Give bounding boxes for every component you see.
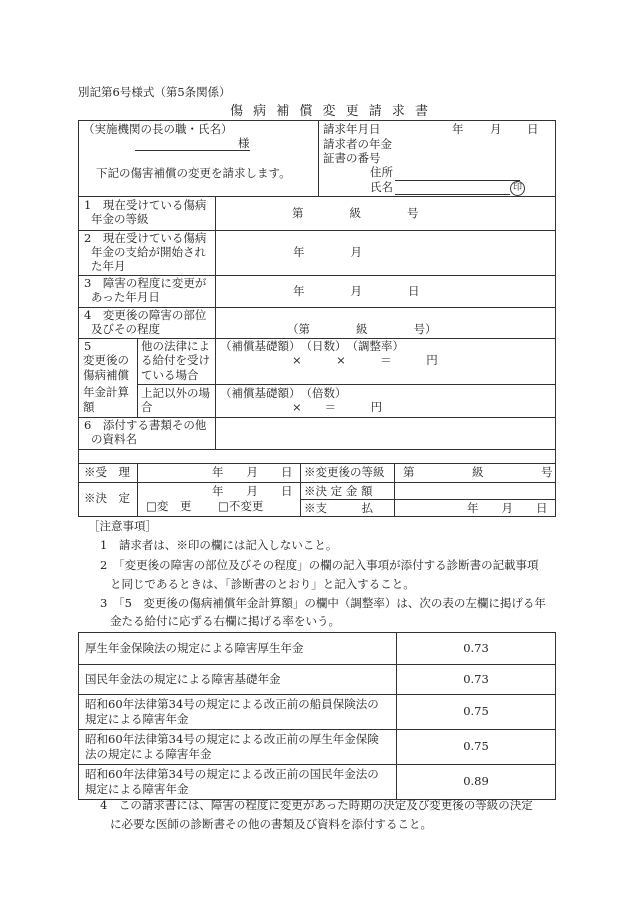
row5-label-4: 年金計算 — [83, 385, 129, 399]
rates-row — [79, 764, 556, 799]
rates-pension: 昭和60年法律第34号の規定による改正前の船員保険法の規定による障害年金 — [79, 695, 397, 730]
note-3b: 金たる給付に応ずる右欄に掲げる率をいう。 — [110, 614, 340, 628]
rates-pension: 厚生年金保険法の規定による障害厚生年金 — [79, 633, 397, 665]
row2-value[interactable]: 年 月 — [293, 245, 362, 259]
receipt-label: ※受 理 — [84, 465, 130, 479]
decision-label: ※決 定 — [84, 491, 130, 505]
row2-label-2: 年金の支給が開始され — [91, 245, 206, 259]
institution-underline — [135, 150, 250, 151]
note-1: 1 請求者は、※印の欄には記入しないこと。 — [100, 538, 338, 552]
row5b-formula-header: （補償基礎額） （倍数） — [220, 386, 347, 400]
note-2a: 2 「変更後の障害の部位及びその程度」の欄の記入事項が添付する診断書の記載事項 — [100, 558, 539, 572]
payment-label: ※支 払 — [304, 501, 373, 515]
row4-label-2: 及びその程度 — [91, 322, 160, 336]
note-3a: 3 「5 変更後の傷病補償年金計算額」の欄中（調整率）は、次の表の左欄に掲げる年 — [100, 596, 546, 610]
row5a-label: 他の法律によ — [141, 339, 210, 353]
row5b-label: 上記以外の場 — [141, 386, 210, 400]
row4-label: 4 変更後の障害の部位 — [84, 308, 207, 322]
row2-label: 2 現在受けている傷病 — [84, 231, 207, 245]
address-line[interactable] — [395, 180, 520, 181]
rates-table — [78, 632, 556, 800]
sama-text: 様 — [238, 136, 250, 150]
grade-after-label: ※変更後の等級 — [304, 465, 385, 479]
notes-heading: ［注意事項］ — [88, 519, 157, 533]
row5b-formula[interactable]: × ＝ 円 — [292, 400, 383, 414]
row3-value[interactable]: 年 月 日 — [293, 284, 420, 298]
rates-pension: 昭和60年法律第34号の規定による改正前の国民年金法の規定による障害年金 — [79, 764, 397, 799]
note-2b: と同じであるときは、「診断書のとおり」と記入すること。 — [110, 577, 415, 591]
pension-number-label: 請求者の年金 — [323, 137, 392, 151]
row5-label-2: 変更後の — [83, 353, 129, 367]
request-text: 下記の傷害補償の変更を請求します。 — [96, 166, 291, 180]
decision-date[interactable]: 年 月 日 — [212, 484, 293, 498]
form-id: 別記第6号様式（第5条関係） — [78, 85, 231, 99]
seal-char: 印 — [510, 181, 525, 196]
rates-pension: 国民年金法の規定による障害基礎年金 — [79, 665, 397, 695]
rates-row — [79, 729, 556, 764]
rates-rate: 0.75 — [397, 695, 556, 730]
rates-rate: 0.75 — [397, 729, 556, 764]
row1-label: 1 現在受けている傷病 — [84, 198, 207, 212]
grade-after-value[interactable]: 第 級 号 — [403, 465, 553, 479]
row3-label: 3 障害の程度に変更が — [84, 276, 207, 290]
note-4a: 4 この請求書には、障害の程度に変更があった時期の決定及び変更後の等級の決定 — [100, 798, 533, 812]
request-date-label: 請求年月日 — [323, 122, 381, 136]
row6-label: 6 添付する書類その他 — [84, 418, 207, 432]
payment-date[interactable]: 年 月 日 — [467, 501, 548, 515]
request-month: 月 — [490, 122, 502, 136]
row5-label-3: 傷病補償 — [83, 368, 129, 382]
rates-rate: 0.89 — [397, 764, 556, 799]
note-4b: に必要な医師の診断書その他の書類及び資料を添付すること。 — [110, 817, 432, 831]
rates-row — [79, 633, 556, 665]
change-checkbox[interactable]: □変 更 — [146, 499, 192, 513]
request-day: 日 — [527, 122, 539, 136]
row5a-label-3: ている場合 — [141, 368, 199, 382]
name-line[interactable] — [395, 194, 510, 195]
request-year: 年 — [452, 122, 464, 136]
receipt-date[interactable]: 年 月 日 — [212, 465, 293, 479]
decided-amount-label: ※決 定 金 額 — [304, 484, 373, 498]
row5a-label-2: る給付を受け — [141, 353, 210, 367]
row5b-label-2: 合 — [141, 400, 153, 414]
address-label: 住所 — [370, 165, 393, 179]
rates-rate: 0.73 — [397, 633, 556, 665]
row1-label-2: 年金の等級 — [91, 212, 149, 226]
row5-label: 5 — [84, 339, 92, 353]
rates-pension: 昭和60年法律第34号の規定による改正前の厚生年金保険法の規定による障害年金 — [79, 729, 397, 764]
row4-value[interactable]: （第 級 号） — [287, 322, 437, 336]
row6-value[interactable] — [216, 418, 555, 449]
no-change-checkbox[interactable]: □不変更 — [218, 499, 264, 513]
row2-label-3: た年月 — [91, 259, 126, 273]
row5a-formula-header: （補償基礎額） （日数） （調整率） — [220, 339, 404, 353]
row3-label-2: あった年月日 — [91, 290, 160, 304]
name-label: 氏名 — [370, 180, 393, 194]
row1-value[interactable]: 第 級 号 — [292, 206, 419, 220]
page-title: 傷 病 補 償 変 更 請 求 書 — [230, 104, 432, 119]
seal-icon — [510, 180, 525, 196]
row5-label-5: 額 — [83, 400, 95, 414]
rates-row — [79, 665, 556, 695]
rates-rate: 0.73 — [397, 665, 556, 695]
row6-label-2: の資料名 — [91, 432, 137, 446]
institution-label: （実施機関の長の職・氏名） — [83, 122, 233, 136]
rates-row — [79, 695, 556, 730]
pension-number-label-2: 証書の番号 — [323, 151, 381, 165]
row5a-formula[interactable]: × × ＝ 円 — [292, 353, 438, 367]
